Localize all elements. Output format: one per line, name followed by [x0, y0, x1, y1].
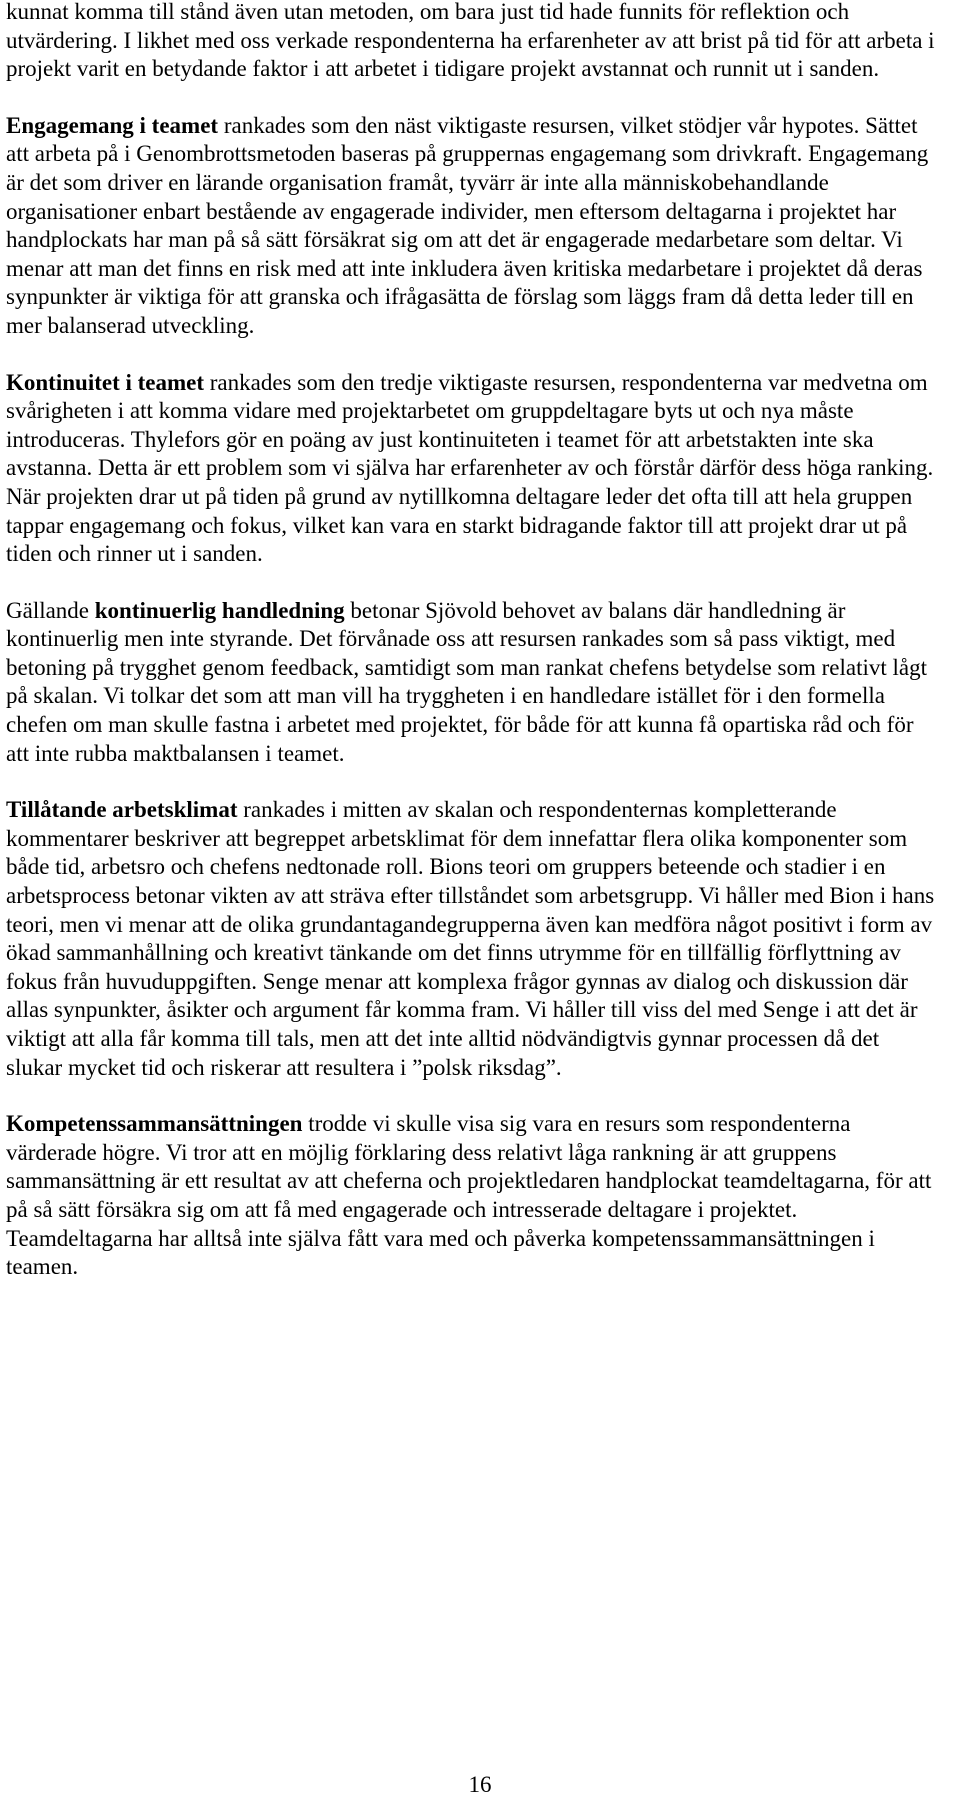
paragraph-text: rankades som den tredje viktigaste resursen, respondenterna var medvetna om svårigheten i att komma vidare med projektarbetet om gruppdeltagare byts ut och nya måste introduceras. Thylefors gör en poäng av just kontinuiteten i teamet för att arbetstakten inte ska avstanna. Detta är ett problem som vi själva har erfarenheter av och förstår därför dess höga ranking. När projekten drar ut på tiden på grund av nytillkomna deltagare leder det ofta till att hela gruppen tappar engagemang och fokus, vilket kan vara en starkt bidragande faktor till att projekt drar ut på tiden och rinner ut i sanden.	[6, 369, 934, 567]
paragraph-engagement	[6, 112, 936, 341]
paragraph-gap	[6, 569, 936, 597]
paragraph-text: rankades som den näst viktigaste resursen, vilket stödjer vår hypotes. Sättet att arbeta på i Genombrottsmetoden baseras på gruppernas engagemang som drivkraft. Engagemang är det som driver en lärande organisation framåt, tyvärr är inte alla människobehandlande organisationer enbart bestående av engagerade individer, men eftersom deltagarna i projektet har handplockats har man på så sätt försäkrat sig om att det är engagerade medarbetare som deltar. Vi menar att man det finns en risk med att inte inkludera även kritiska medarbetare i projektet då deras synpunkter är viktiga för att granska och ifrågasätta de förslag som läggs fram då detta leder till en mer balanserad utveckling.	[6, 112, 929, 338]
paragraph-gap	[6, 341, 936, 369]
paragraph-pre: Gällande	[6, 597, 95, 623]
paragraph-lead: Kompetenssammansättningen	[6, 1111, 303, 1137]
paragraph-lead: Kontinuitet i teamet	[6, 369, 205, 395]
paragraph-text: kunnat komma till stånd även utan metoden, om bara just tid hade funnits för reflektion och utvärdering. I likhet med oss verkade respondenterna ha erfarenheter av att brist på tid för att arbeta i projekt varit en betydande faktor i att arbetet i tidigare projekt avstannat och runnit ut i sanden.	[6, 0, 935, 82]
paragraph-time	[6, 0, 936, 84]
paragraph-supervision	[6, 597, 936, 769]
paragraph-gap	[6, 768, 936, 796]
paragraph-text: trodde vi skulle visa sig vara en resurs som respondenterna värderade högre. Vi tror att en möjlig förklaring dess relativt låga rankning är att gruppens sammansättning är ett resultat av att cheferna och projektledaren handplockat teamdeltagarna, för att på så sätt försäkra sig om att få med engagerade och intresserade deltagare i projektet. Teamdeltagarna har alltså inte själva fått vara med och påverka kompetenssammansättningen i teamen.	[6, 1111, 932, 1280]
page-number: 16	[468, 1772, 492, 1797]
paragraph-text: betonar Sjövold behovet av balans där handledning är kontinuerlig men inte styrande. Det förvånade oss att resursen rankades som så pass viktigt, med betoning på trygghet genom feedback, samtidigt som man rankat chefens betydelse som relativt lågt på skalan. Vi tolkar det som att man vill ha tryggheten i en handledare istället för i den formella chefen om man skulle fastna i arbetet med projektet, för både för att kunna få opartiska råd och för att inte rubba maktbalansen i teamet.	[6, 597, 928, 766]
paragraph-gap	[6, 84, 936, 112]
paragraph-gap	[6, 1082, 936, 1110]
paragraph-continuity	[6, 369, 936, 569]
paragraph-lead: Engagemang i teamet	[6, 112, 219, 138]
paragraph-lead: kontinuerlig handledning	[94, 597, 345, 623]
paragraph-work-climate	[6, 796, 936, 1082]
document-page	[6, 0, 936, 1282]
paragraph-lead: Tillåtande arbetsklimat	[6, 797, 238, 823]
paragraph-competence	[6, 1110, 936, 1282]
paragraph-text: rankades i mitten av skalan och respondenternas kompletterande kommentarer beskriver att begreppet arbetsklimat för dem innefattar flera olika komponenter som både tid, arbetsro och chefens nedtonade roll. Bions teori om gruppers beteende och stadier i en arbetsprocess betonar vikten av att sträva efter tillståndet som arbetsgrupp. Vi håller med Bion i hans teori, men vi menar att de olika grundantagandegrupperna även kan medföra något positivt i form av ökad sammanhållning och kreativt tänkande om det finns utrymme för en tillfällig förflyttning av fokus från huvuduppgiften. Senge menar att komplexa frågor gynnas av dialog och diskussion där allas synpunkter, åsikter och argument får komma fram. Vi håller till viss del med Senge i att det är viktigt att alla får komma till tals, men att det inte alltid nödvändigtvis gynnar processen då det slukar mycket tid och riskerar att resultera i ”polsk riksdag”.	[6, 797, 935, 1080]
